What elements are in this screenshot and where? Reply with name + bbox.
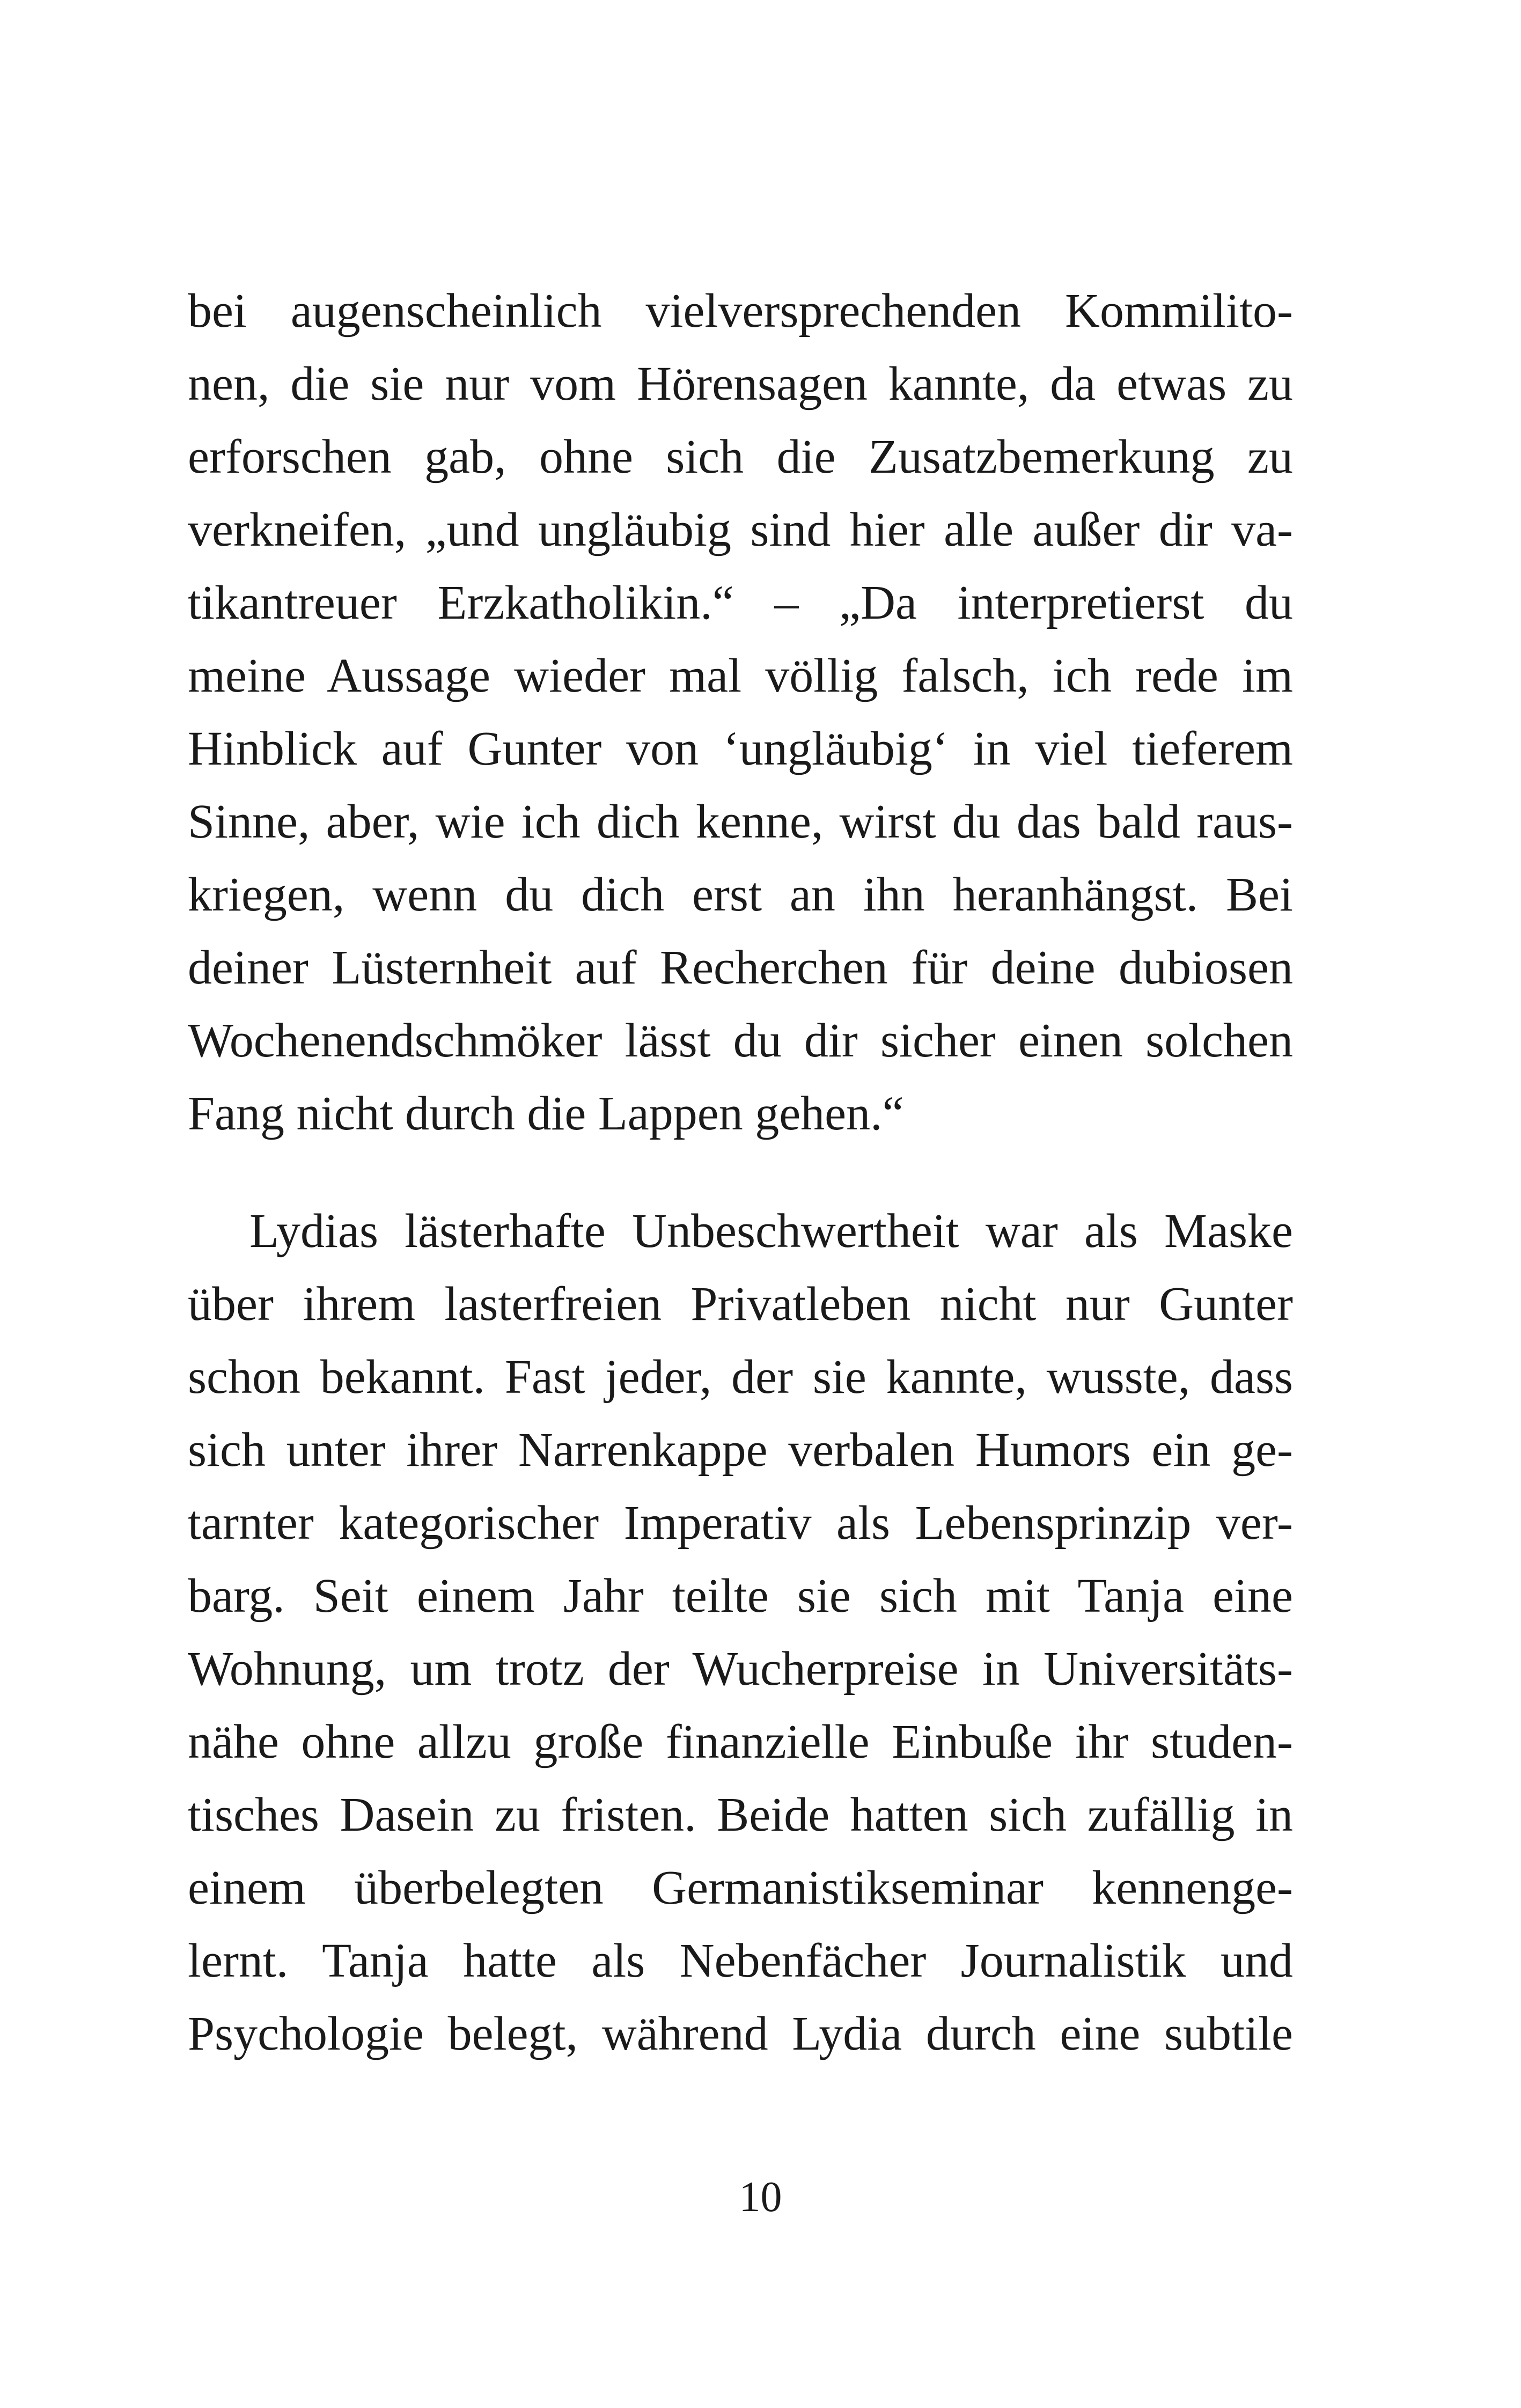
- text-line: erforschen gab, ohne sich die Zusatzbemerkung zu: [188, 430, 1293, 483]
- page-number: 10: [739, 2174, 782, 2221]
- text-line: sich unter ihrer Narrenkappe verbalen Humors ein ge-: [188, 1423, 1293, 1477]
- text-line: verkneifen, „und ungläubig sind hier alle außer dir va-: [188, 503, 1293, 556]
- text-line: Wochenendschmöker lässt du dir sicher einen solchen: [188, 1014, 1293, 1067]
- text-line: Fang nicht durch die Lappen gehen.“: [188, 1087, 904, 1140]
- text-line: Hinblick auf Gunter von ‘ungläubig‘ in viel tieferem: [188, 722, 1293, 775]
- text-line: Wohnung, um trotz der Wucherpreise in Universitäts-: [188, 1642, 1293, 1695]
- text-line: schon bekannt. Fast jeder, der sie kannte, wusste, dass: [188, 1350, 1293, 1404]
- text-line: über ihrem lasterfreien Privatleben nicht nur Gunter: [188, 1278, 1293, 1331]
- text-line: meine Aussage wieder mal völlig falsch, ich rede im: [188, 649, 1293, 702]
- text-line: tikantreuer Erzkatholikin.“ – „Da interpretierst du: [188, 576, 1293, 629]
- text-line: nähe ohne allzu große finanzielle Einbuße ihr studen-: [188, 1715, 1293, 1768]
- text-line: tarnter kategorischer Imperativ als Lebensprinzip ver-: [188, 1496, 1293, 1550]
- text-line: tisches Dasein zu fristen. Beide hatten sich zufällig in: [188, 1788, 1293, 1841]
- text-line: barg. Seit einem Jahr teilte sie sich mit Tanja eine: [188, 1569, 1293, 1623]
- paragraph-1: [188, 275, 1293, 1150]
- text-line: nen, die sie nur vom Hörensagen kannte, da etwas zu: [188, 357, 1293, 410]
- text-line: Psychologie belegt, während Lydia durch eine subtile: [188, 2007, 1293, 2060]
- text-line: Sinne, aber, wie ich dich kenne, wirst du das bald raus-: [188, 795, 1293, 848]
- text-line: lernt. Tanja hatte als Nebenfächer Journalistik und: [188, 1934, 1293, 1987]
- paragraph-2: [188, 1195, 1293, 2071]
- text-line: Lydias lästerhafte Unbeschwertheit war als Maske: [249, 1205, 1293, 1258]
- text-line: kriegen, wenn du dich erst an ihn heranhängst. Bei: [188, 868, 1293, 921]
- text-line: bei augenscheinlich vielversprechenden Kommilito-: [188, 284, 1293, 337]
- text-line: einem überbelegten Germanistikseminar kennenge-: [188, 1861, 1293, 1914]
- text-line: deiner Lüsternheit auf Recherchen für deine dubiosen: [188, 941, 1293, 994]
